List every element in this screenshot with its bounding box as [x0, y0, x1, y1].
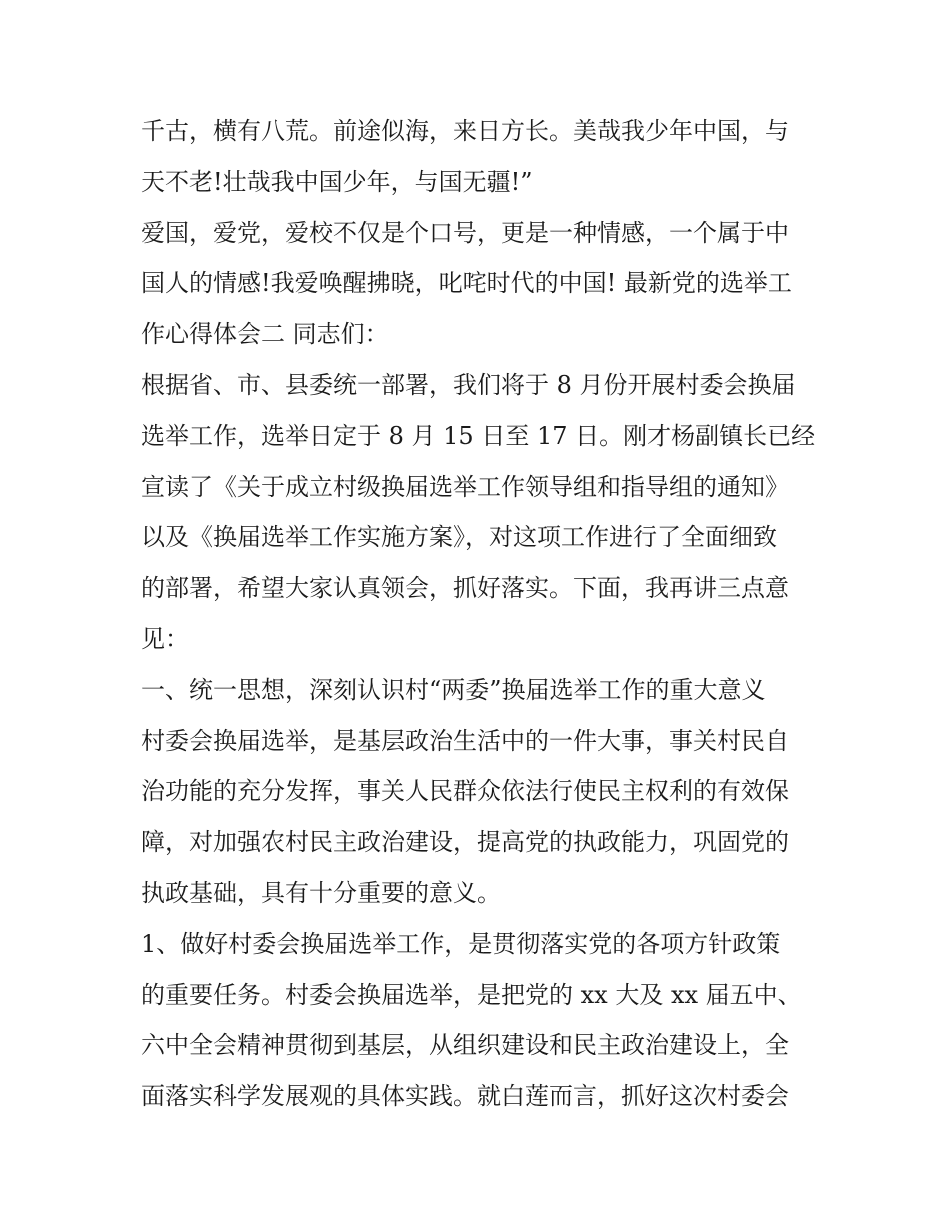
- text-line: 根据省、市、县委统一部署，我们将于 8 月份开展村委会换届: [141, 370, 796, 399]
- text-line: 以及《换届选举工作实施方案》，对这项工作进行了全面细致: [141, 523, 777, 552]
- text-line: 六中全会精神贯彻到基层，从组织建设和民主政治建设上，全: [141, 1031, 789, 1060]
- body-text: [141, 106, 821, 1122]
- text-line: 天不老!壮哉我中国少年，与国无疆!”: [141, 167, 533, 196]
- text-line: 作心得体会二 同志们：: [141, 320, 389, 349]
- text-line: 治功能的充分发挥，事关人民群众依法行使民主权利的有效保: [141, 777, 789, 806]
- text-line: 村委会换届选举，是基层政治生活中的一件大事，事关村民自: [141, 726, 789, 755]
- text-line: 千古，横有八荒。前途似海，来日方长。美哉我少年中国，与: [141, 117, 789, 145]
- text-line: 爱国，爱党，爱校不仅是个口号，更是一种情感，一个属于中: [141, 218, 789, 247]
- text-line: 面落实科学发展观的具体实践。就白莲而言，抓好这次村委会: [141, 1082, 789, 1111]
- section-heading: 一、统一思想，深刻认识村“两委”换届选举工作的重大意义: [141, 675, 766, 704]
- text-line: 的部署，希望大家认真领会，抓好落实。下面，我再讲三点意: [141, 574, 789, 603]
- text-line: 宣读了《关于成立村级换届选举工作领导组和指导组的通知》: [141, 472, 789, 501]
- text-line: 障，对加强农村民主政治建设，提高党的执政能力，巩固党的: [141, 828, 789, 857]
- text-line: 执政基础，具有十分重要的意义。: [141, 878, 501, 907]
- text-line: 国人的情感!我爱唤醒拂晓，叱咤时代的中国! 最新党的选举工: [141, 269, 792, 298]
- text-line: 1、做好村委会换届选举工作，是贯彻落实党的各项方针政策: [141, 929, 781, 958]
- text-line: 见：: [141, 624, 189, 653]
- text-line: 的重要任务。村委会换届选举，是把党的 xx 大及 xx 届五中、: [141, 980, 802, 1009]
- text-line: 选举工作，选举日定于 8 月 15 日至 17 日。刚才杨副镇长已经: [141, 421, 816, 450]
